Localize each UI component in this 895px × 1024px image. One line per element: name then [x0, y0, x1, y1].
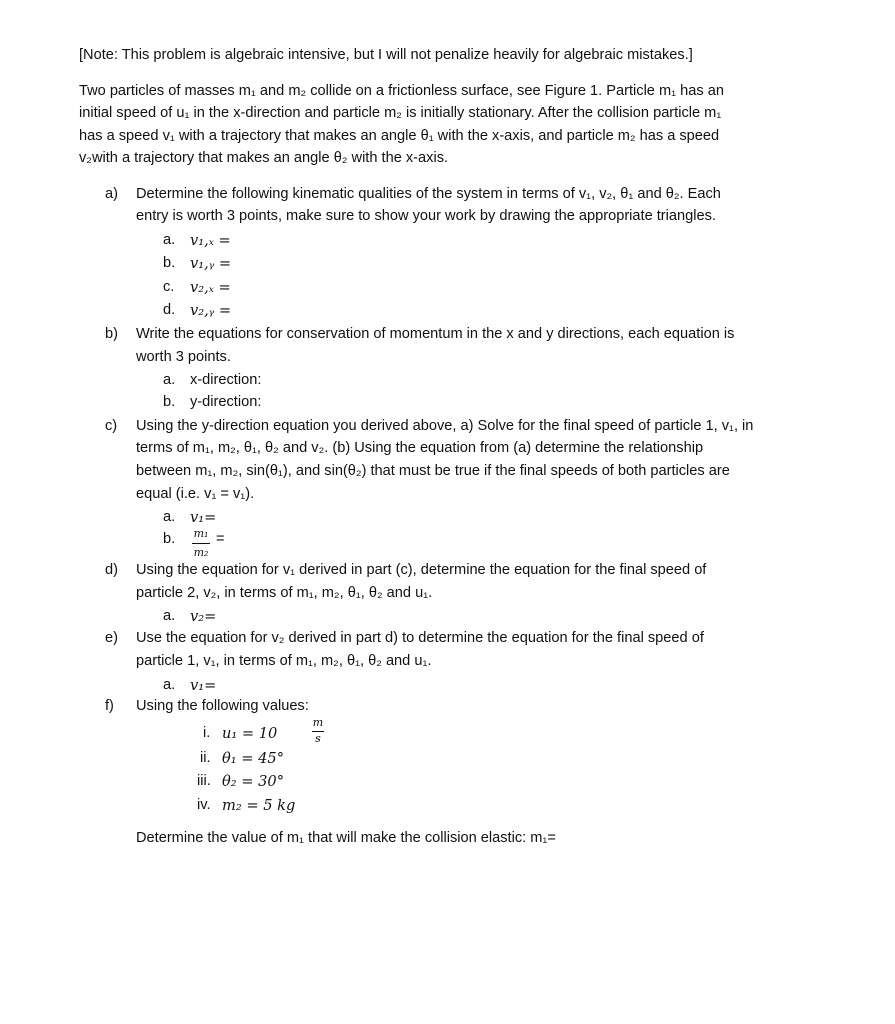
value-label: iv. — [197, 797, 211, 813]
value-label: iii. — [197, 773, 211, 789]
sub-item-label: a. — [163, 677, 176, 693]
part-c-line: between m₁, m₂, sin(θ₁), and sin(θ₂) that must be true if the final speeds of both particles are — [136, 463, 730, 479]
elastic-question: Determine the value of m₁ that will make the collision elastic: m₁= — [136, 830, 556, 846]
fraction-numerator: m₁ — [193, 527, 209, 540]
intro-line: initial speed of u₁ in the x-direction and particle m₂ is initially stationary. After the collision particle m₁ — [79, 105, 722, 121]
sub-item-label: a. — [163, 509, 176, 525]
unit-numerator: m — [312, 716, 324, 729]
part-a-line: entry is worth 3 points, make sure to show your work by drawing the appropriate triangles. — [136, 208, 716, 224]
part-a-line: Determine the following kinematic qualities of the system in terms of v₁, v₂, θ₁ and θ₂. Each — [136, 186, 721, 202]
sub-item-label: c. — [163, 279, 175, 295]
part-a-label: a) — [105, 186, 118, 202]
v1x-answer-line: v₁,ₓ = — [190, 232, 231, 249]
fraction-denominator: m₂ — [193, 546, 209, 559]
v2y-answer-line: v₂,ᵧ = — [190, 302, 232, 319]
u1-value: u₁ = 10 — [222, 725, 278, 742]
part-c-line: terms of m₁, m₂, θ₁, θ₂ and v₂. (b) Using the equation from (a) determine the relationship — [136, 440, 704, 456]
v1-answer-line: v₁= — [190, 509, 217, 526]
theta1-value: θ₁ = 45° — [222, 750, 285, 767]
part-d-label: d) — [105, 562, 118, 578]
part-e-line: Use the equation for v₂ derived in part d) to determine the equation for the final speed of — [136, 630, 704, 646]
y-direction-answer-line: y-direction: — [190, 394, 262, 410]
velocity-unit-fraction — [311, 717, 325, 751]
part-d-line: Using the equation for v₁ derived in part (c), determine the equation for the final speed of — [136, 562, 707, 578]
sub-item-label: d. — [163, 302, 176, 318]
mass-ratio-fraction — [190, 527, 212, 561]
unit-denominator: s — [315, 732, 321, 745]
sub-item-label: a. — [163, 372, 176, 388]
v1-final-answer-line: v₁= — [190, 677, 217, 694]
sub-item-label: b. — [163, 531, 176, 547]
part-e-label: e) — [105, 630, 118, 646]
note-text: [Note: This problem is algebraic intensive, but I will not penalize heavily for algebraic mistakes.] — [79, 47, 693, 63]
mass-ratio-equals: = — [216, 531, 225, 547]
intro-line: Two particles of masses m₁ and m₂ collide on a frictionless surface, see Figure 1. Particle m₁ has an — [79, 83, 724, 99]
intro-line: v₂with a trajectory that makes an angle θ₂ with the x-axis. — [79, 150, 449, 166]
v1y-answer-line: v₁,ᵧ = — [190, 255, 232, 272]
v2x-answer-line: v₂,ₓ = — [190, 279, 231, 296]
m2-value: m₂ = 5 kg — [222, 797, 296, 814]
part-c-line: Using the y-direction equation you derived above, a) Solve for the final speed of particle 1, v₁, in — [136, 418, 754, 434]
part-b-line: Write the equations for conservation of momentum in the x and y directions, each equation is — [136, 326, 735, 342]
sub-item-label: a. — [163, 608, 176, 624]
part-b-label: b) — [105, 326, 118, 342]
value-label: i. — [203, 725, 211, 741]
sub-item-label: b. — [163, 255, 176, 271]
part-e-line: particle 1, v₁, in terms of m₁, m₂, θ₁, θ₂ and u₁. — [136, 653, 432, 669]
part-c-line: equal (i.e. v₁ = v₁). — [136, 486, 255, 502]
part-d-line: particle 2, v₂, in terms of m₁, m₂, θ₁, θ₂ and u₁. — [136, 585, 433, 601]
sub-item-label: a. — [163, 232, 176, 248]
part-f-intro: Using the following values: — [136, 698, 309, 714]
theta2-value: θ₂ = 30° — [222, 773, 285, 790]
part-c-label: c) — [105, 418, 118, 434]
v2-answer-line: v₂= — [190, 608, 217, 625]
part-f-label: f) — [105, 698, 114, 714]
fraction-bar — [192, 543, 210, 544]
intro-line: has a speed v₁ with a trajectory that makes an angle θ₁ with the x-axis, and particle m₂ has a speed — [79, 128, 720, 144]
x-direction-answer-line: x-direction: — [190, 372, 262, 388]
value-label: ii. — [200, 750, 211, 766]
sub-item-label: b. — [163, 394, 176, 410]
part-b-line: worth 3 points. — [136, 349, 231, 365]
